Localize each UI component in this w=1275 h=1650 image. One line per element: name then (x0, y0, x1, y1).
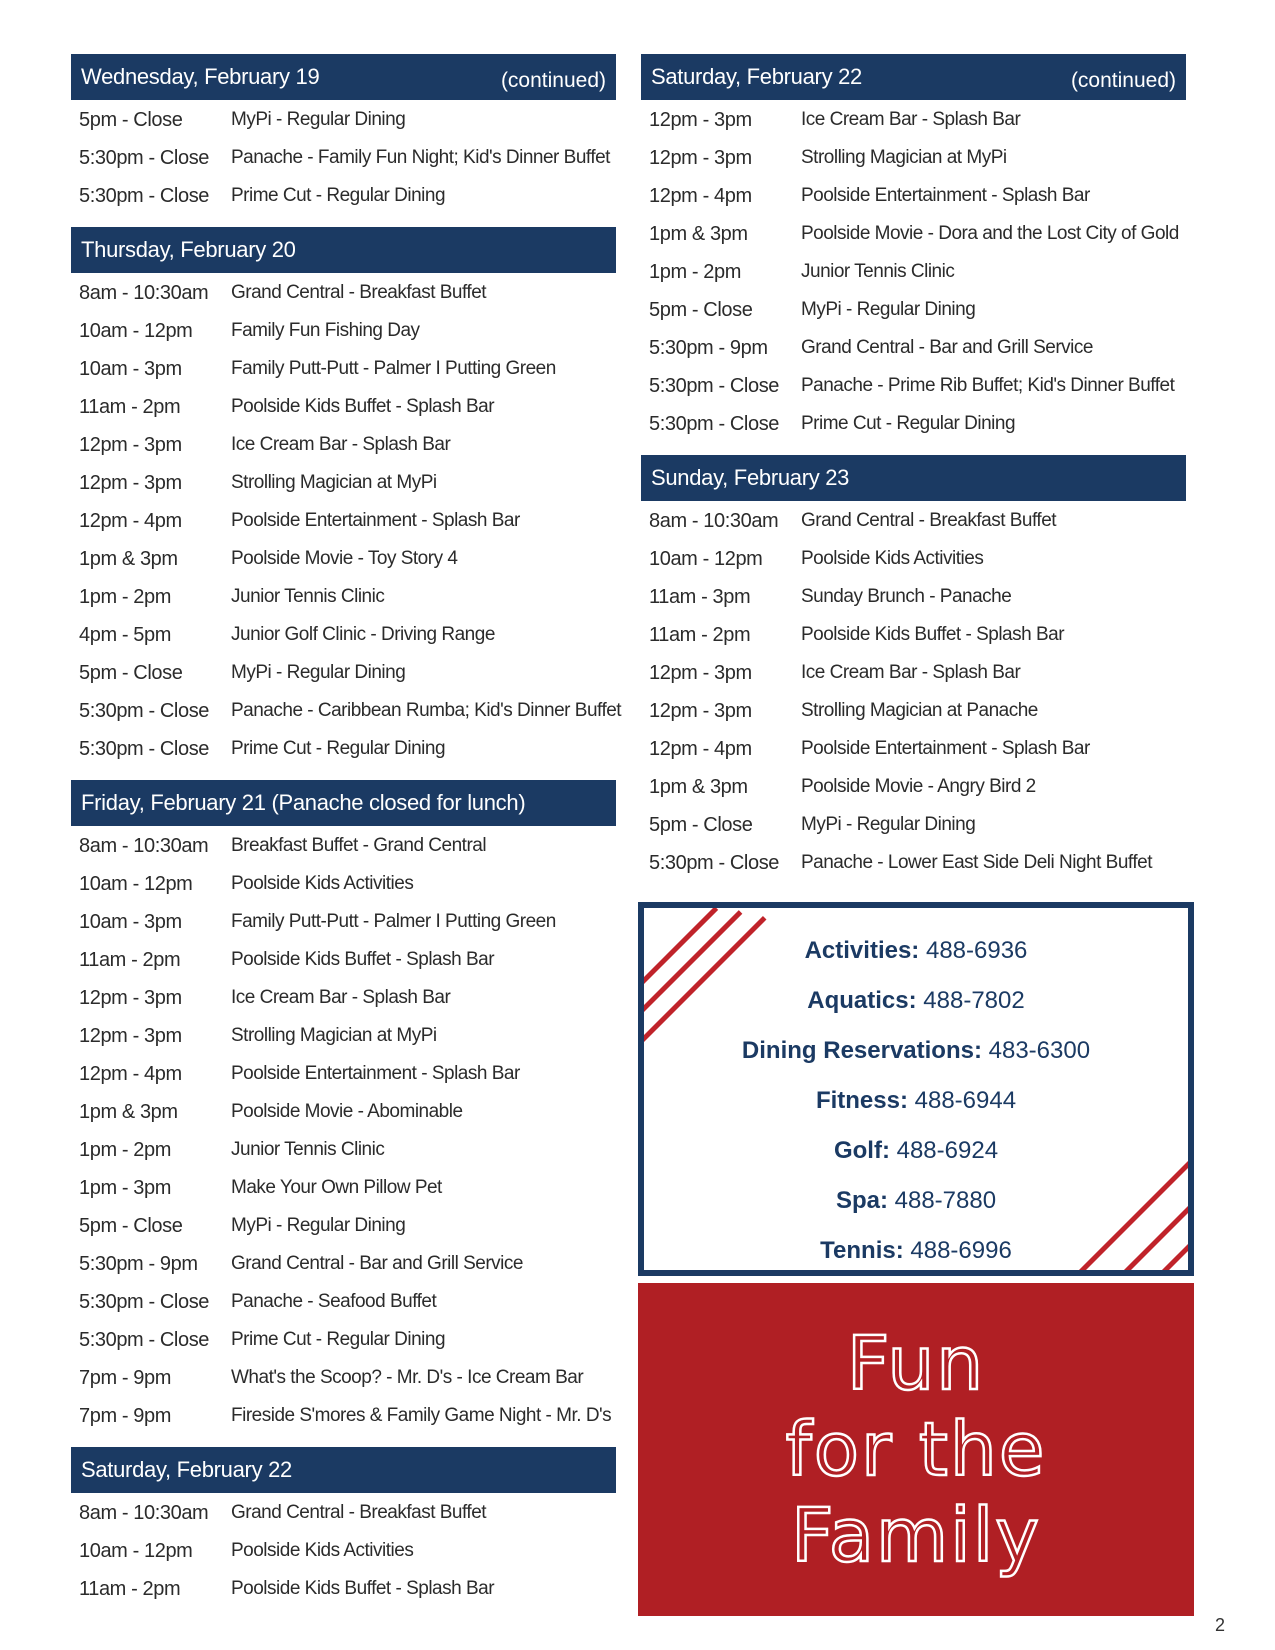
schedule-row (71, 865, 616, 903)
schedule-list (641, 501, 1186, 890)
contact-item (644, 1076, 1188, 1126)
schedule-row (71, 1245, 616, 1283)
schedule-row (641, 329, 1186, 367)
schedule-list (71, 273, 622, 776)
contact-label: Aquatics: (807, 987, 917, 1014)
event-name: Grand Central - Bar and Grill Service (231, 1253, 523, 1274)
schedule-row (71, 903, 616, 941)
event-name: MyPi - Regular Dining (231, 662, 406, 683)
contact-label: Activities: (804, 937, 920, 964)
event-time: 12pm - 4pm (649, 184, 752, 207)
event-time: 5:30pm - Close (649, 374, 780, 397)
event-name: MyPi - Regular Dining (231, 1215, 406, 1236)
schedule-row (641, 253, 1186, 291)
event-time: 10am - 12pm (649, 547, 763, 570)
event-time: 1pm - 3pm (79, 1176, 171, 1199)
event-time: 12pm - 3pm (79, 1024, 182, 1047)
event-time: 1pm - 2pm (79, 1138, 171, 1161)
event-time: 12pm - 4pm (649, 737, 752, 760)
event-time: 11am - 2pm (79, 1577, 181, 1600)
event-time: 5:30pm - Close (79, 737, 210, 760)
schedule-row (71, 827, 616, 865)
event-name: Poolside Kids Activities (231, 873, 414, 894)
schedule-row (71, 540, 616, 578)
day-title: Saturday, February 22 (651, 64, 862, 89)
event-name: Ice Cream Bar - Splash Bar (801, 109, 1021, 130)
event-name: Poolside Kids Activities (231, 1540, 414, 1561)
event-time: 8am - 10:30am (79, 281, 209, 304)
schedule-list (71, 1493, 616, 1616)
event-time: 7pm - 9pm (79, 1404, 171, 1427)
day-header (71, 54, 616, 100)
schedule-row (641, 616, 1186, 654)
day-section (71, 1447, 616, 1616)
schedule-row (71, 1570, 616, 1608)
schedule-row (71, 1093, 616, 1131)
event-name: Grand Central - Bar and Grill Service (801, 337, 1093, 358)
event-name: Poolside Entertainment - Splash Bar (801, 185, 1090, 206)
event-time: 12pm - 3pm (79, 433, 182, 456)
contact-label: Spa: (835, 1187, 888, 1214)
contact-item (644, 1176, 1188, 1226)
event-time: 12pm - 3pm (79, 986, 182, 1009)
schedule-row (71, 1321, 616, 1359)
event-time: 7pm - 9pm (79, 1366, 171, 1389)
event-name: MyPi - Regular Dining (801, 299, 976, 320)
page-number: 2 (1215, 1615, 1226, 1635)
event-name: Poolside Movie - Abominable (231, 1101, 463, 1122)
schedule-row (641, 578, 1186, 616)
schedule-row (71, 101, 616, 139)
schedule-row (71, 139, 616, 177)
schedule-row (71, 1494, 616, 1532)
banner-line-1: Fun (846, 1321, 986, 1407)
schedule-row (71, 1017, 616, 1055)
event-time: 5:30pm - Close (649, 412, 780, 435)
schedule-row (71, 1397, 616, 1435)
event-name: Family Putt-Putt - Palmer I Putting Green (231, 911, 556, 932)
day-header (71, 227, 616, 273)
event-time: 5pm - Close (79, 1214, 183, 1237)
event-name: Strolling Magician at MyPi (231, 1025, 437, 1046)
continued-label: (continued) (1070, 69, 1176, 92)
day-title: Saturday, February 22 (81, 1457, 292, 1482)
event-name: Ice Cream Bar - Splash Bar (231, 987, 451, 1008)
schedule-row (71, 464, 616, 502)
event-name: Prime Cut - Regular Dining (801, 413, 1016, 434)
event-time: 12pm - 3pm (649, 661, 752, 684)
event-time: 11am - 2pm (79, 948, 181, 971)
schedule-row (641, 291, 1186, 329)
contact-phone: 488-6944 (914, 1087, 1017, 1114)
schedule-row (71, 1532, 616, 1570)
schedule-row (71, 692, 622, 730)
schedule-row (641, 768, 1186, 806)
schedule-row (71, 177, 616, 215)
event-name: Poolside Kids Buffet - Splash Bar (231, 1578, 495, 1599)
event-name: Poolside Kids Buffet - Splash Bar (231, 396, 495, 417)
event-time: 1pm - 2pm (649, 260, 741, 283)
event-name: Panache - Family Fun Night; Kid's Dinner Buffet (231, 147, 610, 168)
event-name: Junior Golf Clinic - Driving Range (231, 624, 495, 645)
event-time: 8am - 10:30am (79, 1501, 209, 1524)
event-name: Family Fun Fishing Day (231, 320, 420, 341)
event-time: 5pm - Close (649, 298, 753, 321)
schedule-row (71, 426, 616, 464)
event-time: 12pm - 3pm (79, 471, 182, 494)
contact-phone: 488-7802 (923, 987, 1025, 1014)
event-time: 4pm - 5pm (79, 623, 171, 646)
event-name: Breakfast Buffet - Grand Central (231, 835, 487, 856)
event-name: Ice Cream Bar - Splash Bar (231, 434, 451, 455)
schedule-row (71, 1055, 616, 1093)
event-time: 11am - 2pm (79, 395, 181, 418)
event-name: Strolling Magician at MyPi (231, 472, 437, 493)
event-time: 12pm - 3pm (649, 108, 752, 131)
schedule-row (71, 1359, 616, 1397)
event-name: MyPi - Regular Dining (231, 109, 406, 130)
schedule-row (641, 844, 1186, 882)
event-name: Strolling Magician at MyPi (801, 147, 1007, 168)
schedule-row (71, 274, 616, 312)
day-header (641, 455, 1186, 501)
contact-phone: 488-6996 (910, 1237, 1012, 1264)
schedule-row (641, 502, 1186, 540)
event-name: Poolside Kids Activities (801, 548, 984, 569)
event-name: Prime Cut - Regular Dining (231, 1329, 446, 1350)
event-name: Make Your Own Pillow Pet (231, 1177, 442, 1198)
schedule-row (71, 979, 616, 1017)
event-time: 1pm & 3pm (649, 775, 748, 798)
event-time: 12pm - 4pm (79, 1062, 182, 1085)
day-section (71, 227, 622, 776)
event-name: Panache - Seafood Buffet (231, 1291, 437, 1312)
event-time: 12pm - 3pm (649, 699, 752, 722)
schedule-row (71, 1131, 616, 1169)
schedule-row (71, 502, 616, 540)
day-header (71, 780, 616, 826)
event-name: MyPi - Regular Dining (801, 814, 976, 835)
left-schedule-column (71, 54, 622, 1620)
day-header (71, 1447, 616, 1493)
event-time: 5pm - Close (79, 661, 183, 684)
event-name: Grand Central - Breakfast Buffet (231, 282, 487, 303)
event-name: Sunday Brunch - Panache (801, 586, 1012, 607)
schedule-row (641, 540, 1186, 578)
schedule-row (641, 654, 1186, 692)
event-name: Grand Central - Breakfast Buffet (801, 510, 1057, 531)
schedule-row (641, 730, 1186, 768)
event-name: Prime Cut - Regular Dining (231, 185, 446, 206)
schedule-list (71, 100, 616, 223)
event-name: Family Putt-Putt - Palmer I Putting Green (231, 358, 556, 379)
event-time: 5:30pm - Close (79, 699, 210, 722)
schedule-row (71, 654, 616, 692)
event-name: Ice Cream Bar - Splash Bar (801, 662, 1021, 683)
event-name: Poolside Entertainment - Splash Bar (801, 738, 1090, 759)
contact-label: Tennis: (820, 1237, 904, 1264)
contact-item (644, 1126, 1188, 1176)
schedule-row (641, 101, 1186, 139)
event-time: 5:30pm - Close (649, 851, 780, 874)
event-time: 5:30pm - Close (79, 1328, 210, 1351)
schedule-list (71, 826, 616, 1443)
day-section (71, 780, 616, 1443)
contact-label: Fitness: (815, 1087, 908, 1114)
schedule-row (71, 1169, 616, 1207)
event-name: Grand Central - Breakfast Buffet (231, 1502, 487, 1523)
schedule-row (641, 177, 1186, 215)
schedule-row (641, 215, 1186, 253)
event-time: 12pm - 3pm (649, 146, 752, 169)
event-name: Poolside Movie - Dora and the Lost City of Gold (801, 223, 1179, 244)
schedule-row (71, 616, 616, 654)
event-time: 5:30pm - Close (79, 1290, 210, 1313)
schedule-row (641, 806, 1186, 844)
schedule-row (641, 139, 1186, 177)
event-time: 1pm & 3pm (79, 1100, 178, 1123)
continued-label: (continued) (500, 69, 606, 92)
day-section (641, 455, 1186, 890)
banner-line-2: for the (785, 1407, 1047, 1493)
event-time: 1pm & 3pm (79, 547, 178, 570)
banner-line-3: Family (790, 1493, 1042, 1579)
event-time: 5pm - Close (649, 813, 753, 836)
event-name: Panache - Caribbean Rumba; Kid's Dinner Buffet (231, 700, 622, 721)
contact-item (644, 976, 1188, 1026)
right-schedule-column (641, 54, 1186, 894)
event-name: Junior Tennis Clinic (231, 586, 385, 607)
schedule-row (71, 578, 616, 616)
event-time: 12pm - 4pm (79, 509, 182, 532)
event-name: Poolside Movie - Angry Bird 2 (801, 776, 1036, 797)
contact-numbers-box (638, 902, 1194, 1276)
contact-list (644, 926, 1188, 1276)
contact-phone: 483-6300 (988, 1037, 1091, 1064)
event-time: 8am - 10:30am (79, 834, 209, 857)
event-name: Fireside S'mores & Family Game Night - Mr. D's (231, 1405, 612, 1426)
schedule-row (641, 367, 1186, 405)
day-section (641, 54, 1186, 451)
event-time: 8am - 10:30am (649, 509, 779, 532)
event-time: 5:30pm - Close (79, 184, 210, 207)
schedule-row (641, 692, 1186, 730)
contact-phone: 488-6924 (896, 1137, 999, 1164)
event-time: 1pm & 3pm (649, 222, 748, 245)
contact-item (644, 926, 1188, 976)
event-name: Poolside Entertainment - Splash Bar (231, 510, 520, 531)
schedule-row (71, 388, 616, 426)
schedule-row (71, 941, 616, 979)
day-title: Wednesday, February 19 (81, 64, 320, 89)
event-name: Junior Tennis Clinic (801, 261, 955, 282)
contact-label: Dining Reservations: (741, 1037, 982, 1064)
event-name: Poolside Kids Buffet - Splash Bar (231, 949, 495, 970)
event-name: Panache - Lower East Side Deli Night Buffet (801, 852, 1152, 873)
schedule-list (641, 100, 1186, 451)
event-name: Junior Tennis Clinic (231, 1139, 385, 1160)
event-name: Strolling Magician at Panache (801, 700, 1038, 721)
event-time: 5:30pm - 9pm (79, 1252, 198, 1275)
day-title: Sunday, February 23 (651, 465, 850, 490)
event-name: Poolside Kids Buffet - Splash Bar (801, 624, 1065, 645)
event-time: 10am - 12pm (79, 872, 193, 895)
event-time: 1pm - 2pm (79, 585, 171, 608)
contact-item (644, 1026, 1188, 1076)
event-name: Panache - Prime Rib Buffet; Kid's Dinner Buffet (801, 375, 1175, 396)
event-time: 11am - 3pm (649, 585, 751, 608)
schedule-row (71, 730, 616, 768)
schedule-row (71, 1207, 616, 1245)
contact-item (644, 1226, 1188, 1276)
event-time: 11am - 2pm (649, 623, 751, 646)
event-name: Poolside Movie - Toy Story 4 (231, 548, 458, 569)
event-time: 5:30pm - 9pm (649, 336, 768, 359)
contact-phone: 488-7880 (894, 1187, 997, 1214)
contact-phone: 488-6936 (925, 937, 1028, 964)
event-time: 5pm - Close (79, 108, 183, 131)
day-title: Friday, February 21 (Panache closed for lunch) (81, 790, 526, 815)
event-time: 10am - 3pm (79, 910, 182, 933)
schedule-row (71, 1283, 616, 1321)
day-section (71, 54, 616, 223)
event-time: 10am - 12pm (79, 1539, 193, 1562)
day-header (641, 54, 1186, 100)
event-name: Poolside Entertainment - Splash Bar (231, 1063, 520, 1084)
event-time: 5:30pm - Close (79, 146, 210, 169)
event-name: What's the Scoop? - Mr. D's - Ice Cream Bar (231, 1367, 584, 1388)
fun-for-the-family-banner (638, 1283, 1194, 1616)
schedule-row (641, 405, 1186, 443)
schedule-row (71, 350, 616, 388)
event-time: 10am - 3pm (79, 357, 182, 380)
day-title: Thursday, February 20 (81, 237, 296, 262)
event-time: 10am - 12pm (79, 319, 193, 342)
event-name: Prime Cut - Regular Dining (231, 738, 446, 759)
contact-label: Golf: (833, 1137, 890, 1164)
schedule-row (71, 312, 616, 350)
